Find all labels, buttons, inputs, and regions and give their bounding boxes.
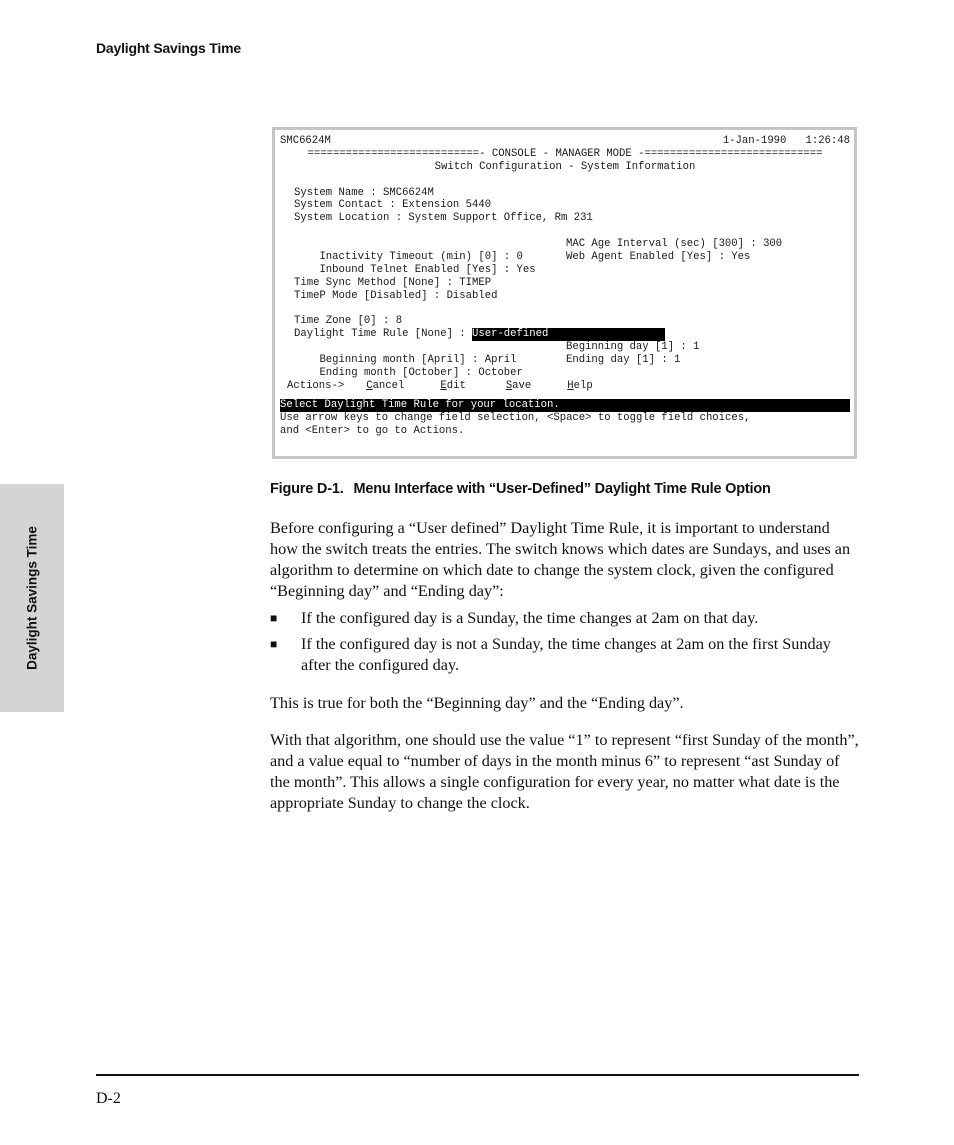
ending-row	[280, 354, 850, 380]
help-line-1: Use arrow keys to change field selection, <Space> to toggle field choices,	[280, 411, 751, 424]
time: 1:26:48	[805, 135, 850, 147]
mode-banner-line: ===========================- CONSOLE - MANAGER MODE -============================	[307, 147, 823, 160]
time-sync-method-field[interactable]: Time Sync Method [None] : TIMEP	[294, 276, 492, 289]
daylight-rule-field[interactable]: User-defined	[472, 328, 665, 341]
actions-label: Actions->	[287, 379, 345, 392]
help-hotkey: H	[567, 379, 574, 392]
mode-banner: - CONSOLE - MANAGER MODE -	[479, 147, 645, 160]
help-line-2: and <Enter> to go to Actions.	[280, 424, 465, 437]
timep-mode-field[interactable]: TimeP Mode [Disabled] : Disabled	[294, 289, 498, 302]
edit-hotkey: E	[440, 379, 447, 392]
inbound-telnet-field[interactable]: Inbound Telnet Enabled [Yes] : Yes	[319, 263, 536, 276]
bullet-icon: ■	[270, 637, 278, 651]
web-agent-field[interactable]: Web Agent Enabled [Yes] : Yes	[566, 251, 751, 264]
enable-row	[280, 251, 850, 276]
footer-rule	[96, 1074, 859, 1076]
figure-caption	[270, 481, 771, 497]
side-tab	[0, 484, 64, 712]
ending-day-field[interactable]: Ending day [1] : 1	[566, 354, 681, 367]
save-label: ave	[512, 379, 532, 392]
cancel-label: ancel	[372, 379, 405, 392]
bullet-text-1: If the configured day is a Sunday, the time changes at 2am on that day.	[301, 609, 759, 627]
date-time	[723, 135, 850, 148]
system-location-field[interactable]: System Location : System Support Office, Rm 231	[294, 212, 593, 225]
system-name-field[interactable]: System Name : SMC6624M	[294, 186, 434, 199]
side-tab-label: Daylight Savings Time	[24, 526, 40, 670]
page-number: D-2	[96, 1090, 121, 1107]
beginning-day-field[interactable]: Beginning day [1] : 1	[566, 341, 700, 354]
inactivity-timeout-field[interactable]: Inactivity Timeout (min) [0] : 0	[319, 251, 523, 264]
mac-age-interval-field[interactable]: MAC Age Interval (sec) [300] : 300	[566, 238, 783, 251]
console-header	[280, 135, 850, 148]
edit-action[interactable]	[440, 380, 465, 393]
bullet-item-1	[270, 608, 860, 629]
beginning-month-field[interactable]: Beginning month [April] : April	[319, 354, 517, 367]
system-contact-field[interactable]: System Contact : Extension 5440	[294, 199, 492, 212]
cancel-action[interactable]	[366, 380, 404, 393]
figure-label: Figure D-1.	[270, 481, 344, 497]
intro-paragraph: Before configuring a “User defined” Daylight Time Rule, it is important to understand how the switch treats the entries. The switch knows which dates are Sundays, and uses an algorithm to determine on which date to change the system clock, given the configured “Beginning day” and “Ending day”:	[270, 519, 851, 600]
save-hotkey: S	[505, 379, 513, 392]
daylight-rule-label: Daylight Time Rule [None] :	[294, 328, 473, 341]
actions-bar	[280, 380, 850, 393]
figure-title: Menu Interface with “User-Defined” Daylight Time Rule Option	[353, 481, 771, 497]
bullet-text-2: If the configured day is not a Sunday, the time changes at 2am on the first Sunday after the configured day.	[301, 635, 831, 674]
help-action[interactable]	[567, 380, 592, 393]
status-message: Select Daylight Time Rule for your location.	[280, 399, 850, 412]
algorithm-paragraph: With that algorithm, one should use the value “1” to represent “first Sunday of the month”, and a value equal to “number of days in the month minus 6” to represent “ast Sunday of the month”. This allows a single configuration for every year, no matter what date is the appropriate Sunday to change the clock.	[270, 731, 859, 812]
screen-title: Switch Configuration - System Information	[434, 160, 696, 173]
date: 1-Jan-1990	[722, 135, 787, 147]
running-head: Daylight Savings Time	[96, 40, 241, 56]
console-screenshot	[272, 127, 857, 459]
save-action[interactable]	[506, 380, 531, 393]
help-label: elp	[573, 379, 593, 392]
ending-month-field[interactable]: Ending month [October] : October	[319, 367, 523, 380]
device-name: SMC6624M	[280, 135, 331, 147]
bullet-item-2	[270, 634, 860, 676]
time-zone-field[interactable]: Time Zone [0] : 8	[294, 315, 403, 328]
both-days-paragraph: This is true for both the “Beginning day” and the “Ending day”.	[270, 694, 684, 712]
daylight-rule-row	[280, 328, 850, 341]
cancel-hotkey: C	[366, 379, 373, 392]
edit-label: dit	[446, 379, 466, 392]
bullet-icon: ■	[270, 611, 278, 625]
